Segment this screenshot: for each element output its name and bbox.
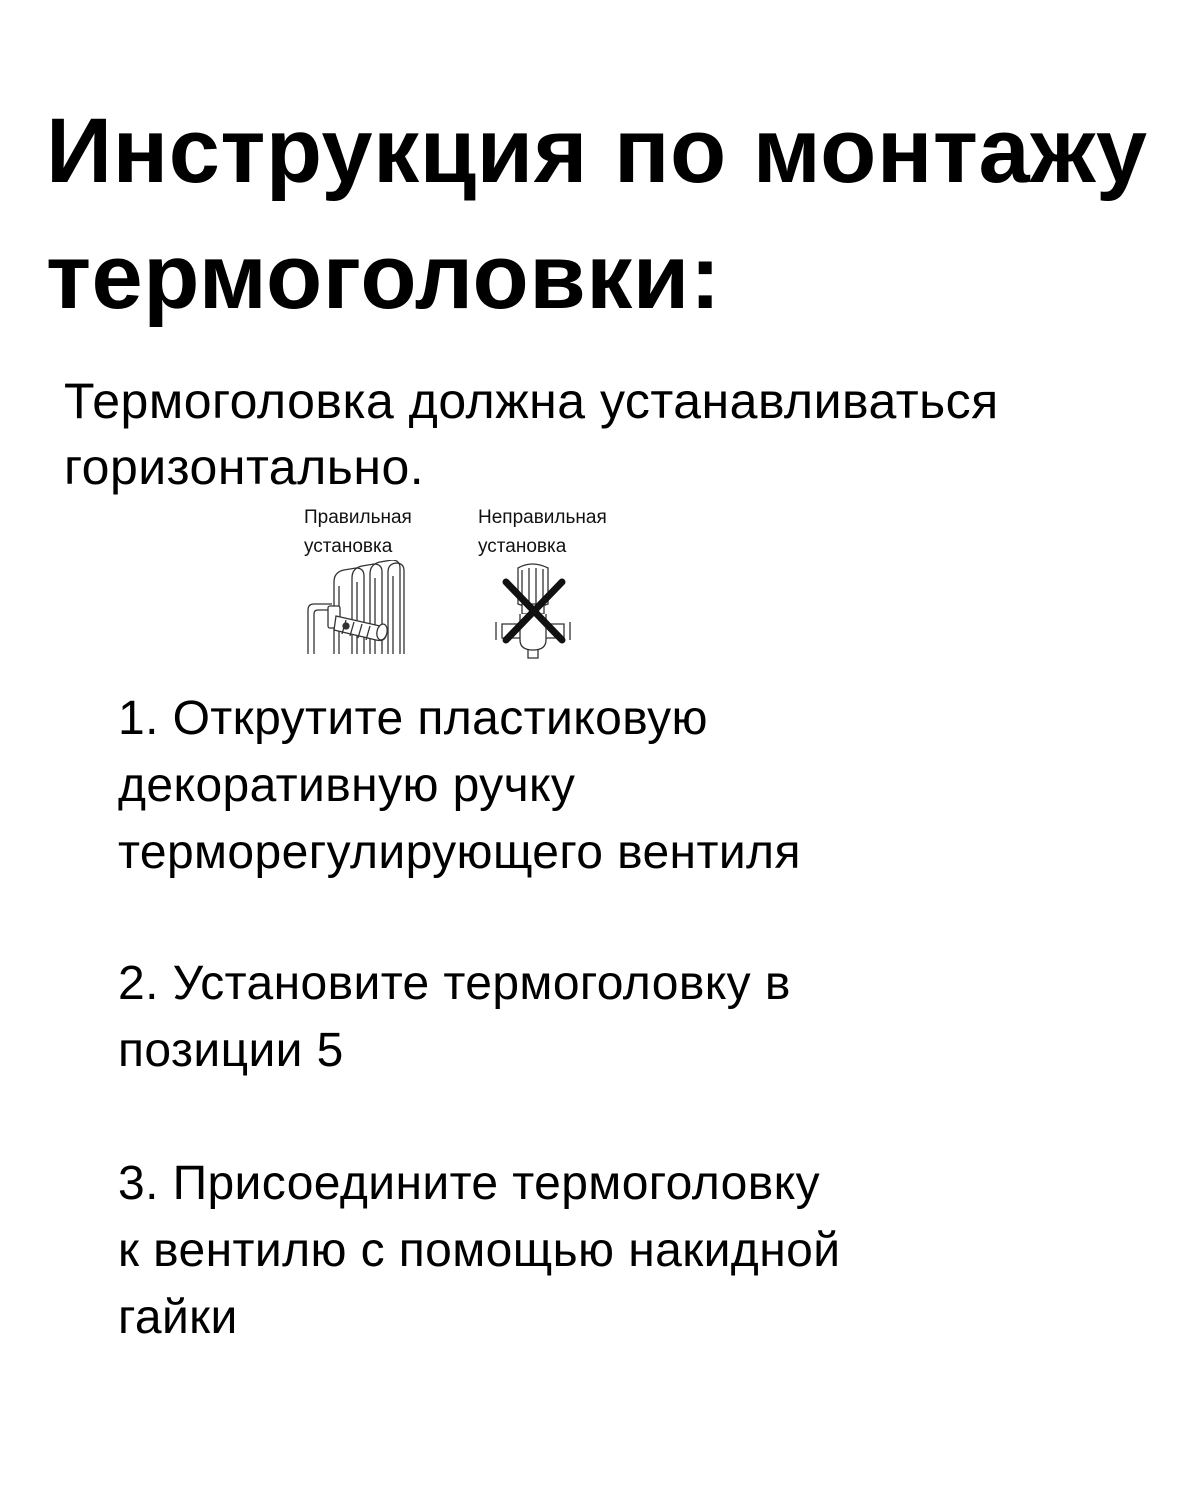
label-line: установка — [304, 536, 393, 557]
step-line: 1. Открутите пластиковую — [118, 692, 708, 745]
step-line: гайки — [118, 1291, 238, 1344]
page-title — [46, 88, 1166, 340]
thermostatic-head — [334, 616, 389, 641]
label-line: установка — [478, 536, 567, 557]
step-line: 2. Установите термоголовку в — [118, 957, 791, 1010]
label-line: Неправильная — [478, 507, 607, 528]
page-title-line: термоголовки: — [46, 226, 721, 328]
step-line: терморегулирующего вентиля — [118, 826, 801, 879]
label-line: Правильная — [304, 507, 412, 528]
step-line: 3. Присоедините термоголовку — [118, 1157, 820, 1210]
radiator-sections — [334, 560, 404, 654]
incorrect-installation-label — [478, 503, 607, 561]
correct-installation-illustration — [306, 560, 418, 656]
intro-line: горизонтально. — [64, 439, 425, 495]
page-title-line: Инструкция по монтажу — [46, 100, 1148, 202]
intro-text — [64, 368, 1164, 500]
intro-line: Термоголовка должна устанавливаться — [64, 373, 999, 429]
correct-installation-label — [304, 503, 412, 561]
step-line: позиции 5 — [118, 1024, 344, 1077]
step-line: к вентилю с помощью накидной — [118, 1224, 841, 1277]
step-2 — [118, 950, 1158, 1084]
step-3 — [118, 1150, 1158, 1351]
step-line: декоративную ручку — [118, 759, 576, 812]
step-1 — [118, 685, 1158, 886]
incorrect-installation-illustration — [492, 560, 574, 660]
